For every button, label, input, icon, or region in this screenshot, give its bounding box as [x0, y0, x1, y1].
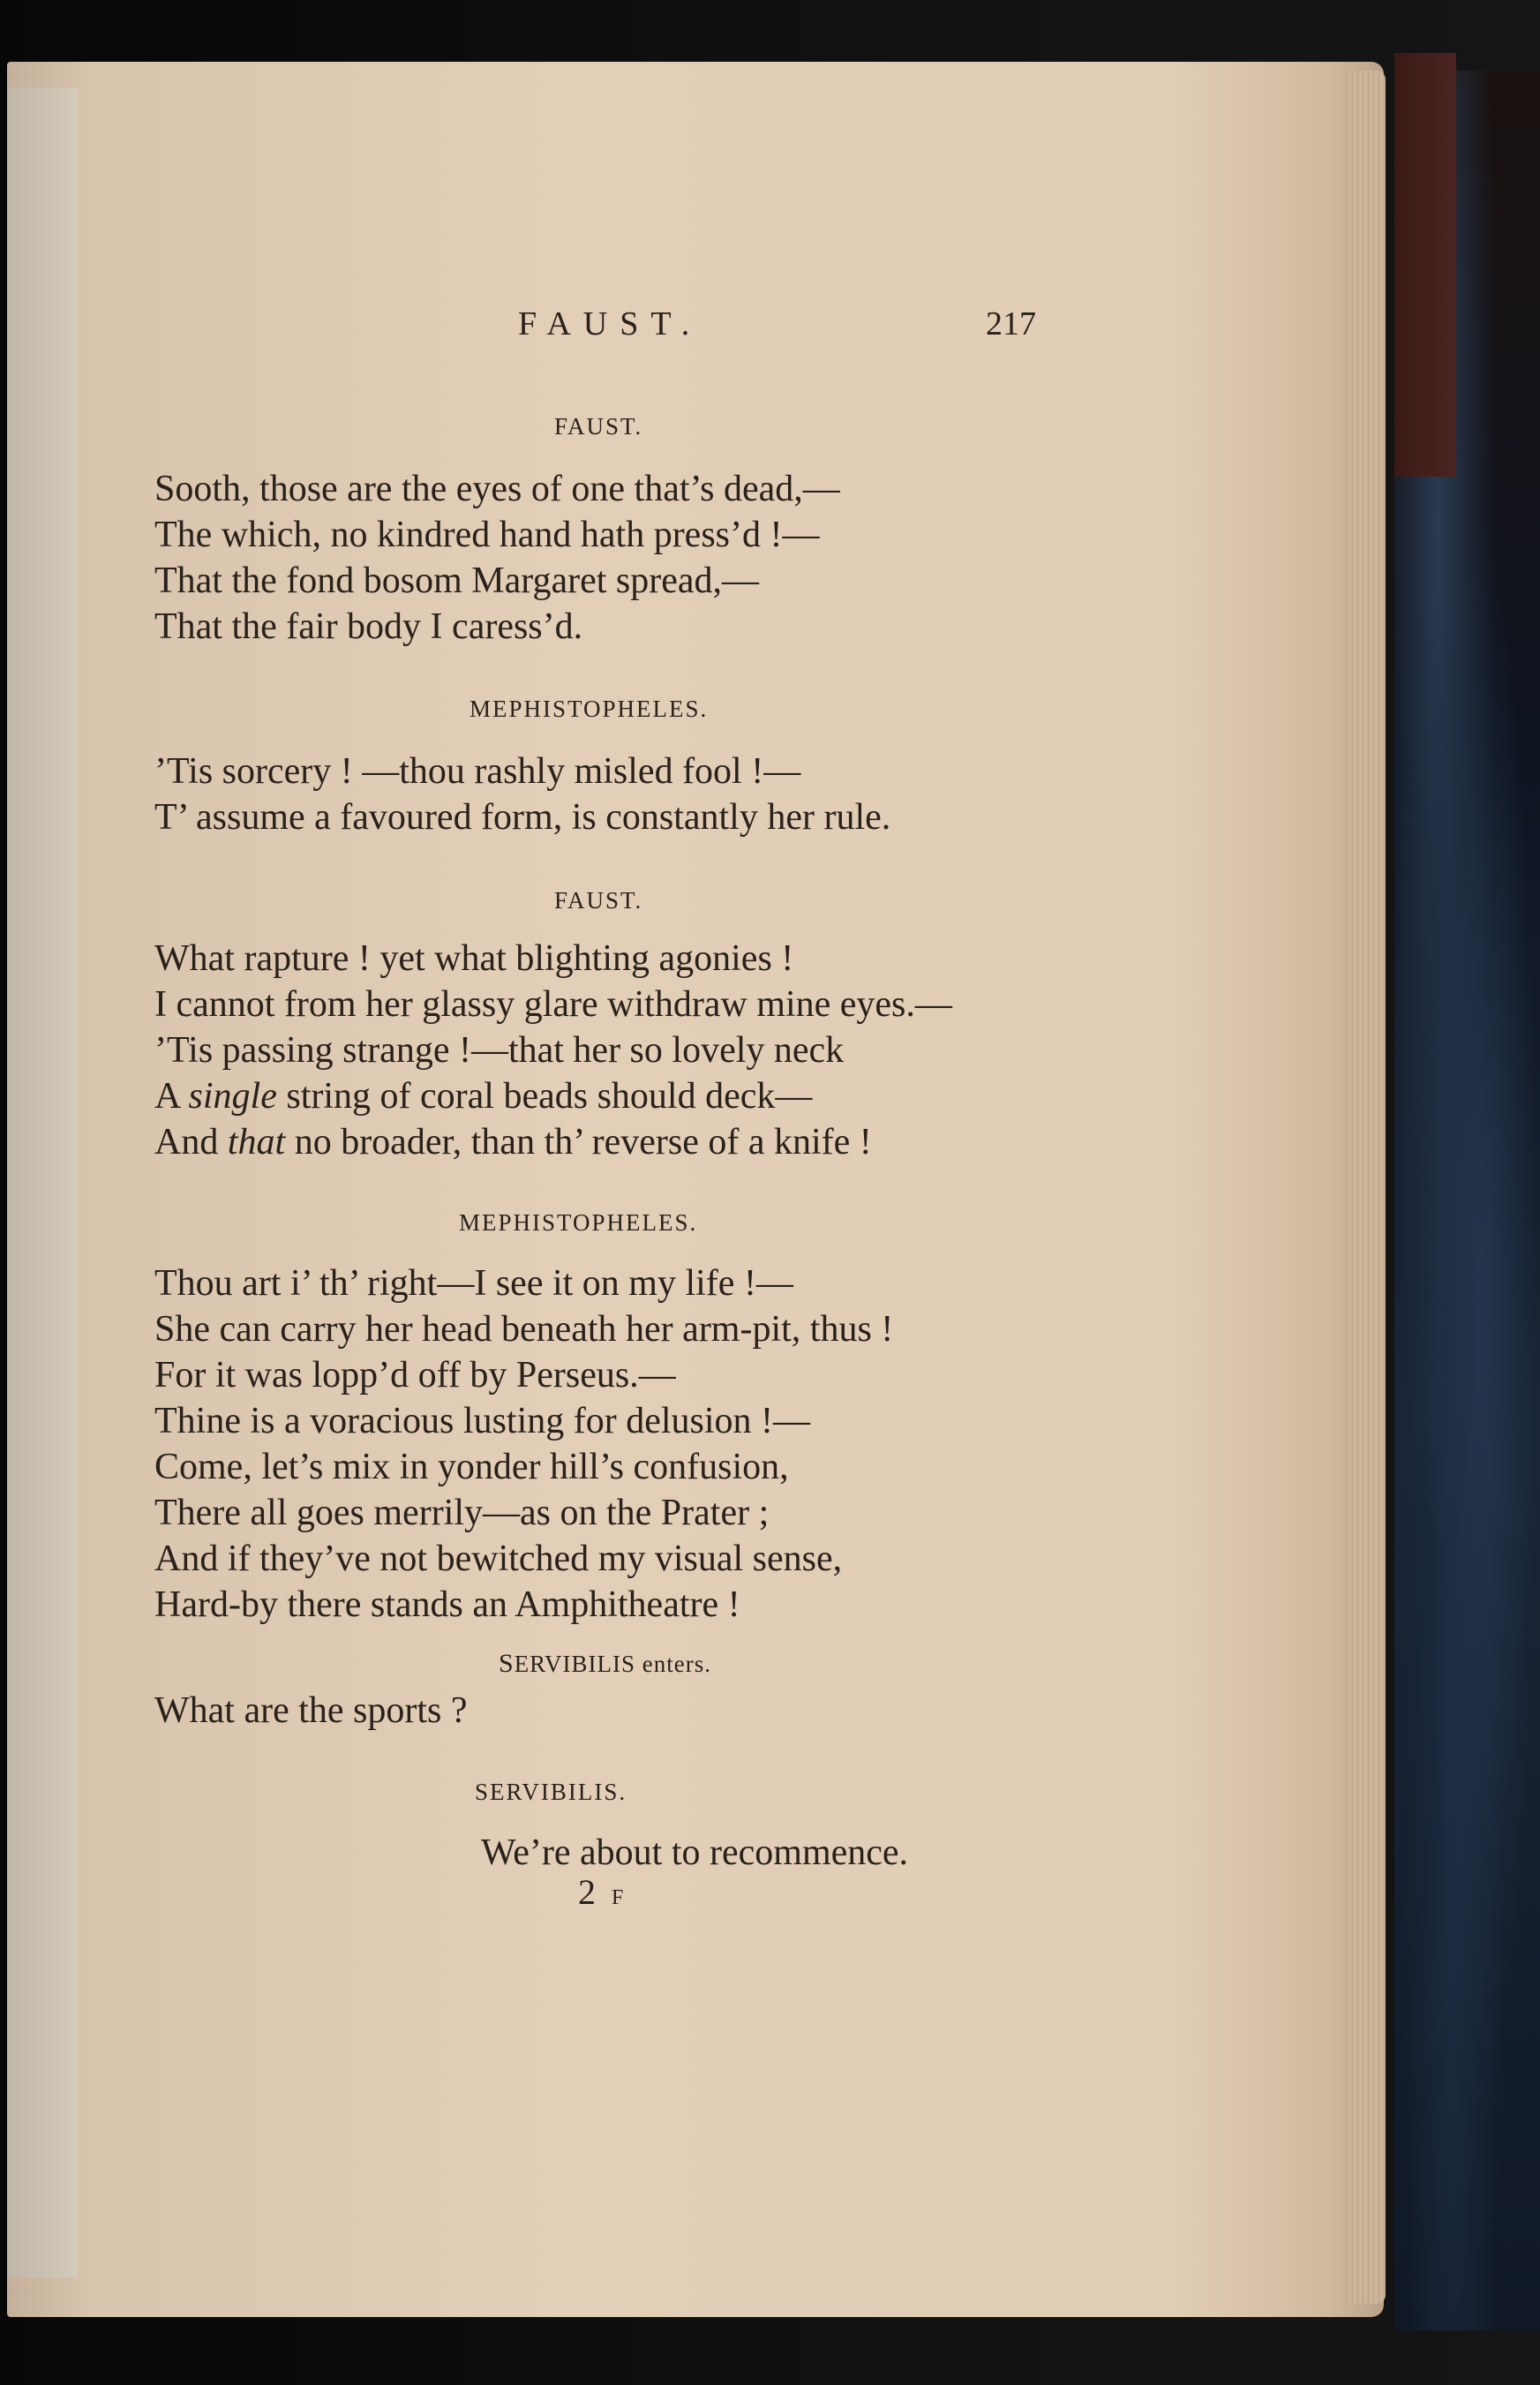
stage-name-initial: S	[499, 1649, 515, 1678]
verse-line: We’re about to recommence.	[481, 1832, 909, 1873]
left-page-strip	[7, 88, 78, 2277]
verse-line: For it was lopp’d off by Perseus.—	[154, 1355, 676, 1396]
verse-italic-word: that	[227, 1122, 286, 1162]
verse-line	[154, 1073, 812, 1119]
verse-line: Sooth, those are the eyes of one that’s dead,—	[154, 469, 840, 509]
verse-line: Thou art i’ th’ right—I see it on my life !—	[154, 1263, 793, 1304]
verse-line: The which, no kindred hand hath press’d !—	[154, 515, 820, 555]
running-head-title: FAUST.	[518, 305, 702, 342]
verse-line	[154, 1119, 872, 1165]
book-page	[7, 62, 1384, 2317]
verse-line: That the fond bosom Margaret spread,—	[154, 561, 760, 601]
verse-line: Thine is a voracious lusting for delusion !—	[154, 1401, 811, 1441]
verse-line-rest: string of coral beads should deck—	[286, 1076, 813, 1117]
verse-word: A	[154, 1076, 180, 1117]
speaker-heading: FAUST.	[554, 887, 643, 914]
verse-line: That the fair body I caress’d.	[154, 606, 583, 647]
verse-line: I cannot from her glassy glare withdraw mine eyes.—	[154, 984, 952, 1025]
speaker-heading: MEPHISTOPHELES.	[470, 696, 709, 722]
speaker-heading: SERVIBILIS.	[475, 1779, 627, 1805]
page-edges	[1346, 71, 1386, 2304]
speaker-heading: MEPHISTOPHELES.	[459, 1209, 698, 1236]
verse-line: ’Tis sorcery ! —thou rashly misled fool !—	[154, 751, 801, 792]
signature-letter: F	[612, 1886, 626, 1909]
verse-line: There all goes merrily—as on the Prater ;	[154, 1493, 770, 1533]
verse-line: T’ assume a favoured form, is constantly her rule.	[154, 797, 891, 838]
verse-line: What are the sports ?	[154, 1690, 468, 1731]
page-number: 217	[986, 305, 1036, 342]
verse-line-rest: no broader, than th’ reverse of a knife !	[294, 1122, 872, 1162]
signature-mark	[578, 1871, 625, 1913]
stage-name-rest: ERVIBILIS	[514, 1651, 636, 1677]
stage-direction	[499, 1649, 711, 1679]
verse-italic-word: single	[188, 1076, 277, 1117]
verse-word: And	[154, 1122, 219, 1162]
verse-line: And if they’ve not bewitched my visual sense,	[154, 1539, 843, 1579]
verse-line: She can carry her head beneath her arm-pit, thus !	[154, 1309, 894, 1350]
stage-action: enters.	[642, 1651, 711, 1677]
verse-line: Hard-by there stands an Amphitheatre !	[154, 1584, 740, 1625]
signature-number: 2	[578, 1872, 597, 1912]
speaker-heading: FAUST.	[554, 413, 643, 440]
verse-line: What rapture ! yet what blighting agonies !	[154, 938, 794, 979]
verse-line: Come, let’s mix in yonder hill’s confusion,	[154, 1447, 789, 1487]
verse-line: ’Tis passing strange !—that her so lovely neck	[154, 1030, 845, 1071]
cover-spine-red	[1394, 53, 1456, 477]
